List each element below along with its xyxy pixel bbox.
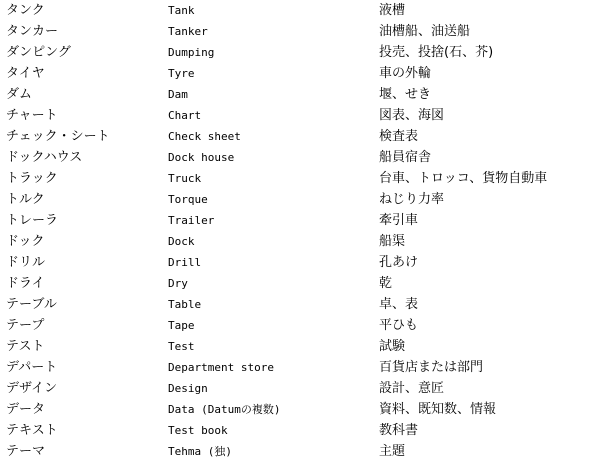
katakana-term: データ [6,402,46,417]
katakana-term: タンク [6,3,45,18]
japanese-meaning: 資料、既知数、情報 [379,402,497,417]
japanese-meaning: 台車、トロッコ、貨物自動車 [379,171,548,186]
table-row [0,210,614,231]
table-row [0,63,614,84]
table-row [0,399,614,420]
katakana-term: デザイン [6,381,58,396]
katakana-term: ドック [6,234,45,249]
english-term: Trailer [168,214,215,227]
katakana-term: チャート [6,108,58,123]
katakana-term: テープ [6,318,45,333]
table-row [0,357,614,378]
table-row [0,336,614,357]
english-term: Tyre [168,67,195,80]
table-row [0,273,614,294]
japanese-meaning: ねじり力率 [379,192,445,207]
katakana-term: テーブル [6,297,57,312]
table-row [0,105,614,126]
japanese-meaning: 牽引車 [379,213,419,228]
katakana-term: テキスト [6,423,58,438]
japanese-meaning: 設計、意匠 [379,381,445,396]
katakana-term: ドリル [6,255,46,270]
english-term: Table [168,298,202,311]
katakana-term: トラック [6,171,58,186]
japanese-meaning: 投売、投捨(石、芥) [379,45,494,60]
katakana-term: トレーラ [6,213,59,228]
table-row [0,126,614,147]
table-row [0,0,614,21]
table-row [0,420,614,441]
japanese-meaning: 車の外輪 [379,66,432,81]
english-term: Test book [168,424,228,437]
japanese-meaning: 船員宿舎 [379,150,432,165]
english-term: Dumping [168,46,215,59]
japanese-meaning: 主題 [379,444,406,459]
japanese-meaning: 百貨店または部門 [379,360,484,375]
table-row [0,252,614,273]
table-row [0,168,614,189]
table-row [0,189,614,210]
table-row [0,84,614,105]
english-term: Department store [168,361,274,374]
katakana-term: トルク [6,192,45,207]
japanese-meaning: 検査表 [379,129,419,144]
table-row [0,231,614,252]
english-term: Tank [168,4,195,17]
katakana-term: ダンピング [6,45,71,60]
japanese-meaning: 卓、表 [379,297,419,312]
english-term: Drill [168,256,202,269]
japanese-meaning: 乾 [379,276,393,291]
table-row [0,315,614,336]
japanese-meaning: 教科書 [379,423,419,438]
english-term: Tape [168,319,195,332]
japanese-meaning: 平ひも [379,318,419,333]
english-term: Truck [168,172,202,185]
table-row [0,42,614,63]
english-term: Test [168,340,195,353]
table-row [0,147,614,168]
english-term: Design [168,382,208,395]
japanese-meaning: 試験 [379,339,406,354]
table-row [0,441,614,462]
english-term: Chart [168,109,202,122]
english-term: Tanker [168,25,208,38]
katakana-term: テーマ [6,444,46,459]
japanese-meaning: 油槽船、油送船 [379,24,471,39]
katakana-term: テスト [6,339,45,354]
katakana-term: ドライ [6,276,45,291]
katakana-term: タンカー [6,24,59,39]
english-term: Dry [168,277,188,290]
table-row [0,378,614,399]
katakana-term: チェック・シート [6,129,110,144]
english-term: Dam [168,88,188,101]
japanese-meaning: 液槽 [379,3,406,18]
japanese-meaning: 堰、せき [379,87,432,102]
katakana-term: ドックハウス [6,150,83,165]
table-row [0,21,614,42]
english-term: Tehma (独) [168,445,232,458]
english-term: Data (Datumの複数) [168,403,281,416]
table-row [0,294,614,315]
english-term: Dock house [168,151,235,164]
katakana-term: タイヤ [6,66,45,81]
english-term: Torque [168,193,208,206]
katakana-term: ダム [6,87,33,102]
english-term: Check sheet [168,130,241,143]
english-term: Dock [168,235,195,248]
katakana-term: デパート [6,360,58,375]
japanese-meaning: 孔あけ [379,255,419,270]
japanese-meaning: 図表、海図 [379,108,445,123]
japanese-meaning: 船渠 [379,234,406,249]
